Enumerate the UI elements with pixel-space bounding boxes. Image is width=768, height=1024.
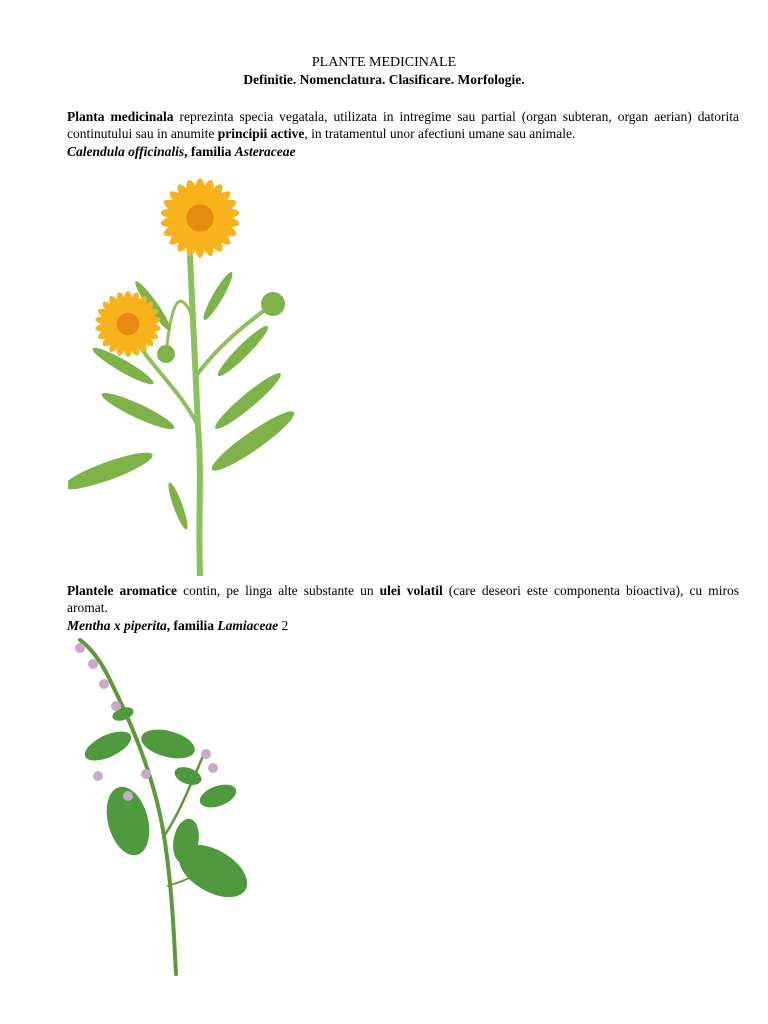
term-volatile-oil: ulei volatil [379, 583, 443, 598]
leaf-shape [207, 405, 299, 477]
leaf-shape [214, 322, 272, 380]
flower-cluster [88, 659, 98, 669]
term-aromatic-plants: Plantele aromatice [67, 583, 178, 598]
leaf-shape [197, 780, 240, 812]
paragraph-aromatic-plants [67, 582, 739, 616]
paragraph-medicinal-plant [67, 108, 739, 142]
leaf-shape [200, 270, 236, 323]
flower-center [186, 204, 213, 231]
species-name: Mentha x piperita [67, 618, 167, 633]
flower-head [160, 178, 240, 257]
family-name: Lamiaceae [217, 618, 279, 633]
flower-center [117, 313, 140, 336]
caption-number: 2 [278, 618, 289, 633]
caption-text: , familia [184, 144, 235, 159]
calendula-illustration [68, 176, 336, 576]
page-title: PLANTE MEDICINALE [311, 55, 457, 70]
flower-cluster [75, 643, 85, 653]
leaf-shape [81, 725, 136, 766]
leaf-shape [68, 446, 156, 495]
flower-cluster [141, 769, 151, 779]
leaf-shape [165, 481, 191, 531]
leaf-shape [99, 388, 177, 434]
paragraph-text: contin, pe linga alte substante un [177, 583, 380, 598]
term-active-principles: principii active [217, 126, 305, 141]
mentha-illustration [68, 636, 258, 976]
caption-mentha [67, 617, 288, 634]
flower-cluster [111, 701, 121, 711]
flower-cluster [99, 679, 109, 689]
flower-bud [157, 345, 175, 363]
paragraph-text: reprezinta specia vegatala, utilizata in intregime sau partial (organ subteran, organ aerian) datorita continutului sau in anumite [67, 109, 739, 141]
paragraph-text: (care deseori este componenta bioactiva), cu miros aromat. [67, 583, 740, 615]
flower-bud [261, 292, 285, 316]
paragraph-text: , in tratamentul unor afectiuni umane sau animale. [304, 126, 576, 141]
flower-cluster [93, 771, 103, 781]
species-name: Calendula officinalis [67, 144, 185, 159]
flower-cluster [201, 749, 211, 759]
flower-cluster [123, 791, 133, 801]
flower-cluster [208, 763, 218, 773]
page-subtitle: Definitie. Nomenclatura. Clasificare. Morfologie. [243, 72, 525, 87]
leaf-shape [138, 724, 198, 763]
family-name: Asteraceae [234, 144, 296, 159]
caption-text: , familia [166, 618, 218, 633]
term-medicinal-plant: Planta medicinala [67, 109, 174, 124]
caption-calendula [67, 143, 296, 160]
